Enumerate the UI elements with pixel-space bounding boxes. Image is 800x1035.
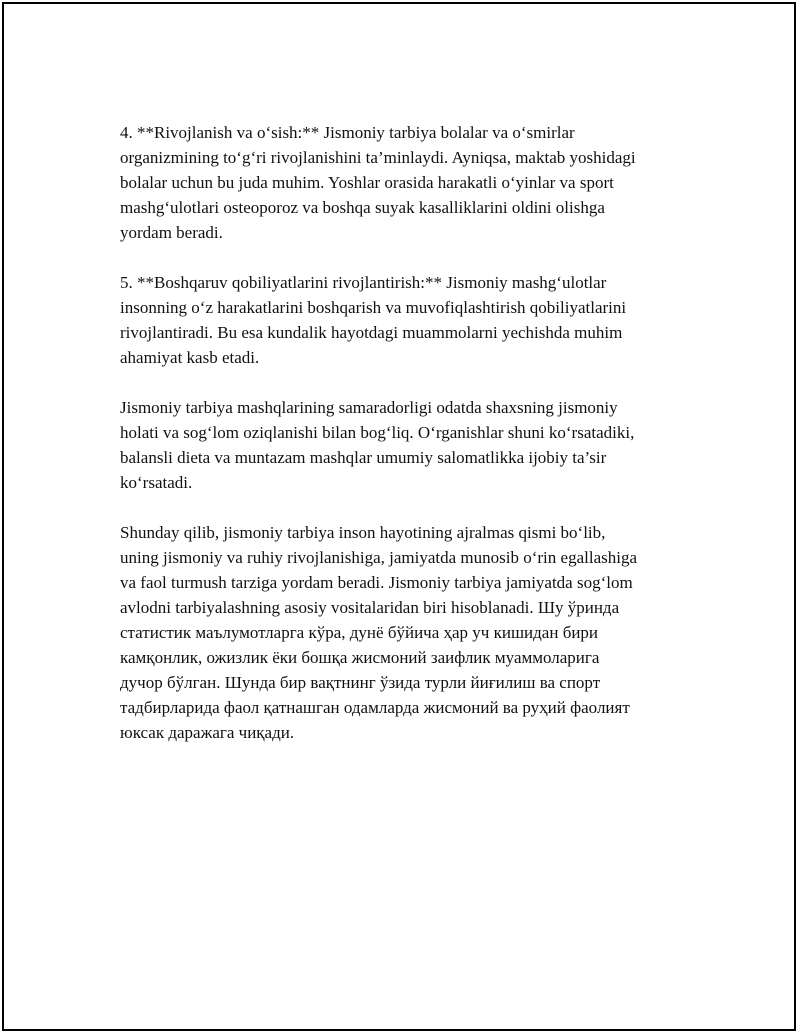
paragraph-rivojlanish: 4. **Rivojlanish va o‘sish:** Jismoniy tarbiya bolalar va o‘smirlar organizmining to‘g‘ri rivojlanishini ta’minlaydi. Ayniqsa, maktab yoshidagi bolalar uchun bu juda muhim. Yoshlar orasida harakatli o‘yinlar va sport mashg‘ulotlari osteoporoz va boshqa suyak kasalliklarini oldini olishga yordam beradi. bbox=[120, 123, 636, 242]
paragraph-samaradorlik: Jismoniy tarbiya mashqlarining samaradorligi odatda shaxsning jismoniy holati va sog‘lom oziqlanishi bilan bog‘liq. O‘rganishlar shuni ko‘rsatadiki, balansli dieta va muntazam mashqlar umumiy salomatlikka ijobiy ta’sir ko‘rsatadi. bbox=[120, 398, 635, 492]
paragraph-boshqaruv: 5. **Boshqaruv qobiliyatlarini rivojlantirish:** Jismoniy mashg‘ulotlar insonning o‘z harakatlarini boshqarish va muvofiqlashtirish qobiliyatlarini rivojlantiradi. Bu esa kundalik hayotdagi muammolarni yechishda muhim ahamiyat kasb etadi. bbox=[120, 273, 627, 367]
paragraph-xulosa: Shunday qilib, jismoniy tarbiya inson hayotining ajralmas qismi bo‘lib, uning jismoniy va ruhiy rivojlanishiga, jamiyatda munosib o‘rin egallashiga va faol turmush tarziga yordam beradi. Jismoniy tarbiya jamiyatda sog‘lom avlodni tarbiyalashning asosiy vositalaridan biri hisoblanadi. Шу ўринда статистик маълумотларга кўра, дунё бўйича ҳар уч кишидан бири камқонлик, ожизлик ёки бошқа жисмоний заифлик муаммоларига дучор бўлган. Шунда бир вақтнинг ўзида турли йиғилиш ва спорт тадбирларида фаол қатнашган одамларда жисмоний ва руҳий фаолият юксак даражага чиқади. bbox=[120, 523, 637, 742]
document-body bbox=[120, 120, 680, 770]
document-page bbox=[2, 2, 796, 1031]
